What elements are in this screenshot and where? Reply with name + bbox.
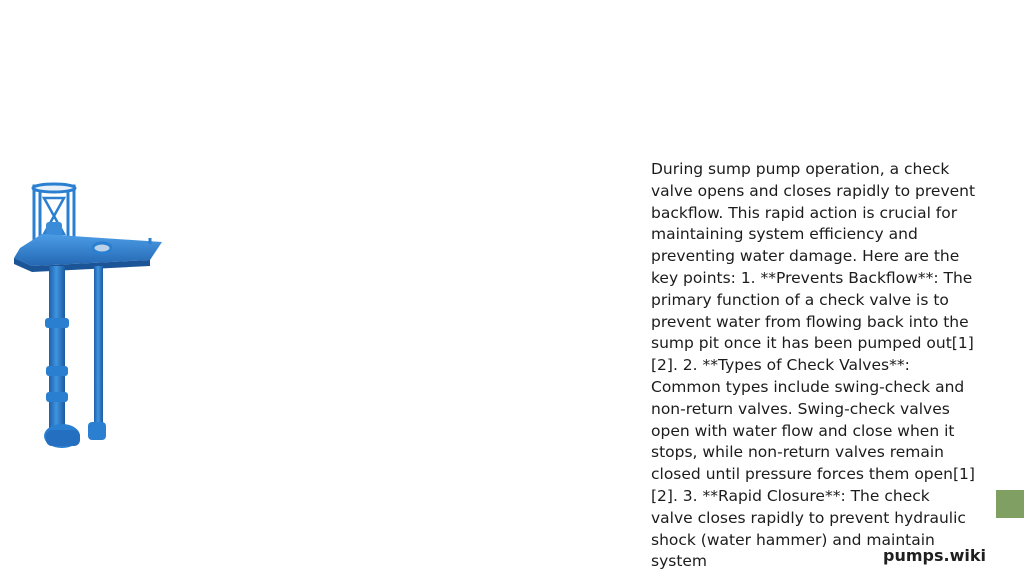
discharge-pipe <box>94 266 103 428</box>
description-paragraph: During sump pump operation, a check valve opens and closes rapidly to prevent backflow. This rapid action is crucial for maintaining system efficiency and preventing water damage. Here are the key points: 1. **Prevents Backflow**: The primary function of a check valve is to prevent water from flowing back into the sump pit once it has been pumped out[1][2]. 2. **Types of Check Valves**: Common types include swing-check and non-return valves. Swing-check valves open with water flow and close when it stops, while non-return valves remain closed until pressure forces them open[1][2]. 3. **Rapid Closure**: The check valve closes rapidly to prevent hydraulic shock (water hammer) and maintain system <box>651 160 976 571</box>
main-column <box>49 266 65 442</box>
accent-tab <box>996 490 1024 518</box>
discharge-port <box>93 243 111 253</box>
site-watermark: pumps.wiki <box>883 546 986 565</box>
sump-pump-illustration <box>10 182 166 454</box>
